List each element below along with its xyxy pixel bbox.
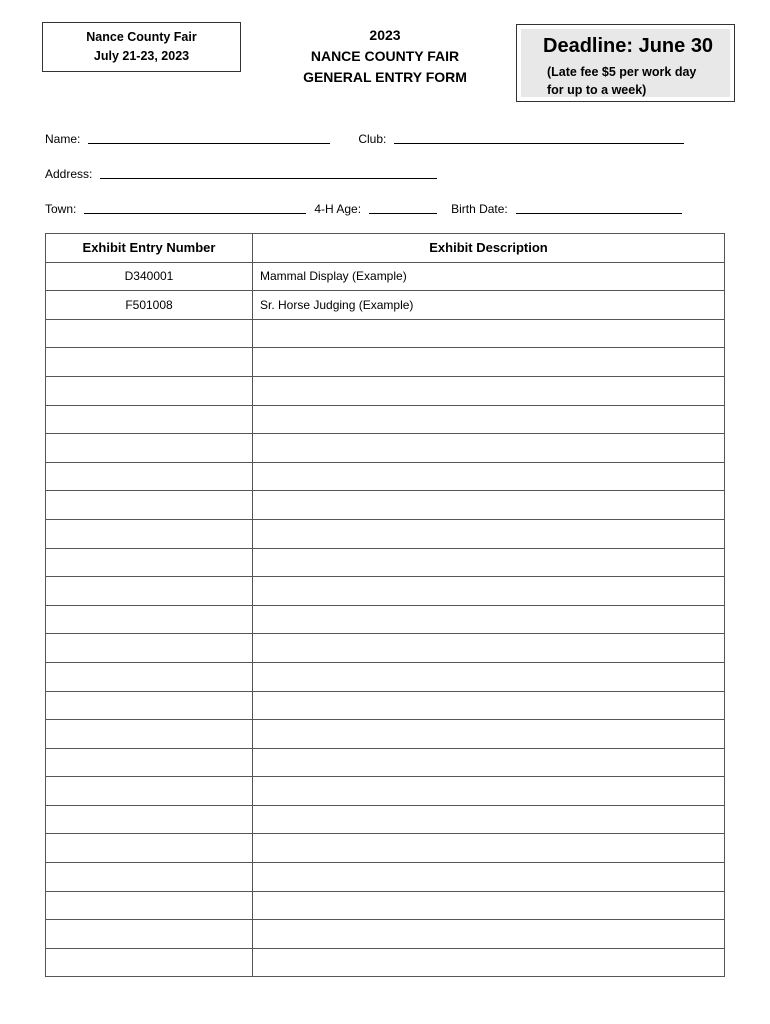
address-label: Address: — [45, 167, 93, 181]
description-cell[interactable]: Mammal Display (Example) — [253, 262, 725, 291]
table-row — [46, 577, 725, 606]
entry-number-cell[interactable] — [46, 434, 253, 463]
entry-number-cell[interactable] — [46, 834, 253, 863]
entry-number-cell[interactable] — [46, 462, 253, 491]
description-cell[interactable] — [253, 319, 725, 348]
description-cell[interactable] — [253, 462, 725, 491]
entry-number-cell[interactable]: F501008 — [46, 291, 253, 320]
entry-number-cell[interactable] — [46, 577, 253, 606]
entry-number-cell[interactable] — [46, 348, 253, 377]
table-row — [46, 376, 725, 405]
deadline-box — [516, 24, 735, 102]
entry-number-cell[interactable] — [46, 863, 253, 892]
description-cell[interactable] — [253, 920, 725, 949]
description-cell[interactable] — [253, 491, 725, 520]
description-cell[interactable] — [253, 519, 725, 548]
table-row — [46, 920, 725, 949]
fair-info-box — [42, 22, 241, 72]
description-cell[interactable] — [253, 577, 725, 606]
entry-number-cell[interactable] — [46, 519, 253, 548]
table-row — [46, 863, 725, 892]
town-age-birth-row — [45, 201, 682, 216]
table-row — [46, 805, 725, 834]
form-title — [280, 25, 490, 88]
description-cell[interactable] — [253, 834, 725, 863]
entry-number-header: Exhibit Entry Number — [46, 234, 253, 263]
entry-number-cell[interactable] — [46, 777, 253, 806]
entry-number-cell[interactable] — [46, 691, 253, 720]
description-cell[interactable] — [253, 662, 725, 691]
table-row — [46, 462, 725, 491]
entry-number-cell[interactable] — [46, 376, 253, 405]
table-row — [46, 834, 725, 863]
fair-dates: July 21-23, 2023 — [93, 49, 190, 63]
description-cell[interactable] — [253, 748, 725, 777]
address-field[interactable] — [100, 166, 437, 179]
entry-number-cell[interactable]: D340001 — [46, 262, 253, 291]
description-cell[interactable] — [253, 863, 725, 892]
description-cell[interactable] — [253, 348, 725, 377]
entry-number-cell[interactable] — [46, 491, 253, 520]
birth-date-label: Birth Date: — [451, 202, 508, 216]
deadline-title: Deadline: June 30 — [543, 35, 714, 57]
entry-number-cell[interactable] — [46, 548, 253, 577]
club-field[interactable] — [394, 131, 684, 144]
birth-date-field[interactable] — [516, 201, 682, 214]
table-row — [46, 891, 725, 920]
entry-number-cell[interactable] — [46, 405, 253, 434]
late-fee-line1: (Late fee $5 per work day — [547, 65, 697, 79]
table-row — [46, 405, 725, 434]
table-row — [46, 519, 725, 548]
late-fee-line2: for up to a week) — [547, 83, 647, 97]
age-label: 4-H Age: — [314, 202, 362, 216]
town-field[interactable] — [84, 201, 306, 214]
description-header: Exhibit Description — [253, 234, 725, 263]
table-row — [46, 748, 725, 777]
entry-number-cell[interactable] — [46, 605, 253, 634]
table-row — [46, 348, 725, 377]
description-cell[interactable] — [253, 605, 725, 634]
description-cell[interactable] — [253, 720, 725, 749]
entry-number-cell[interactable] — [46, 748, 253, 777]
description-cell[interactable]: Sr. Horse Judging (Example) — [253, 291, 725, 320]
entry-number-cell[interactable] — [46, 634, 253, 663]
table-row — [46, 434, 725, 463]
description-cell[interactable] — [253, 891, 725, 920]
description-cell[interactable] — [253, 434, 725, 463]
name-field[interactable] — [88, 131, 330, 144]
entry-number-cell[interactable] — [46, 891, 253, 920]
name-label: Name: — [45, 132, 81, 146]
table-row — [46, 662, 725, 691]
club-label: Club: — [358, 132, 387, 146]
late-fee-note — [543, 63, 722, 99]
entry-number-cell[interactable] — [46, 948, 253, 977]
description-cell[interactable] — [253, 691, 725, 720]
entry-number-cell[interactable] — [46, 805, 253, 834]
description-cell[interactable] — [253, 948, 725, 977]
name-club-row — [45, 131, 684, 146]
description-cell[interactable] — [253, 548, 725, 577]
form-title-line2: GENERAL ENTRY FORM — [303, 69, 467, 85]
entry-number-cell[interactable] — [46, 920, 253, 949]
entry-number-cell[interactable] — [46, 720, 253, 749]
address-row — [45, 166, 437, 181]
description-cell[interactable] — [253, 805, 725, 834]
table-row — [46, 548, 725, 577]
description-cell[interactable] — [253, 405, 725, 434]
town-label: Town: — [45, 202, 77, 216]
table-row — [46, 291, 725, 320]
fair-name: Nance County Fair — [86, 30, 197, 44]
description-cell[interactable] — [253, 634, 725, 663]
age-field[interactable] — [369, 201, 437, 214]
table-header-row — [46, 234, 725, 263]
table-row — [46, 605, 725, 634]
description-cell[interactable] — [253, 777, 725, 806]
table-row — [46, 720, 725, 749]
deadline-panel — [521, 29, 730, 97]
table-row — [46, 948, 725, 977]
entry-number-cell[interactable] — [46, 319, 253, 348]
entry-table — [45, 233, 725, 977]
entry-number-cell[interactable] — [46, 662, 253, 691]
table-row — [46, 319, 725, 348]
table-row — [46, 691, 725, 720]
table-row — [46, 491, 725, 520]
table-row — [46, 262, 725, 291]
form-year: 2023 — [369, 27, 401, 43]
table-row — [46, 777, 725, 806]
description-cell[interactable] — [253, 376, 725, 405]
form-title-line1: NANCE COUNTY FAIR — [310, 48, 460, 64]
table-row — [46, 634, 725, 663]
